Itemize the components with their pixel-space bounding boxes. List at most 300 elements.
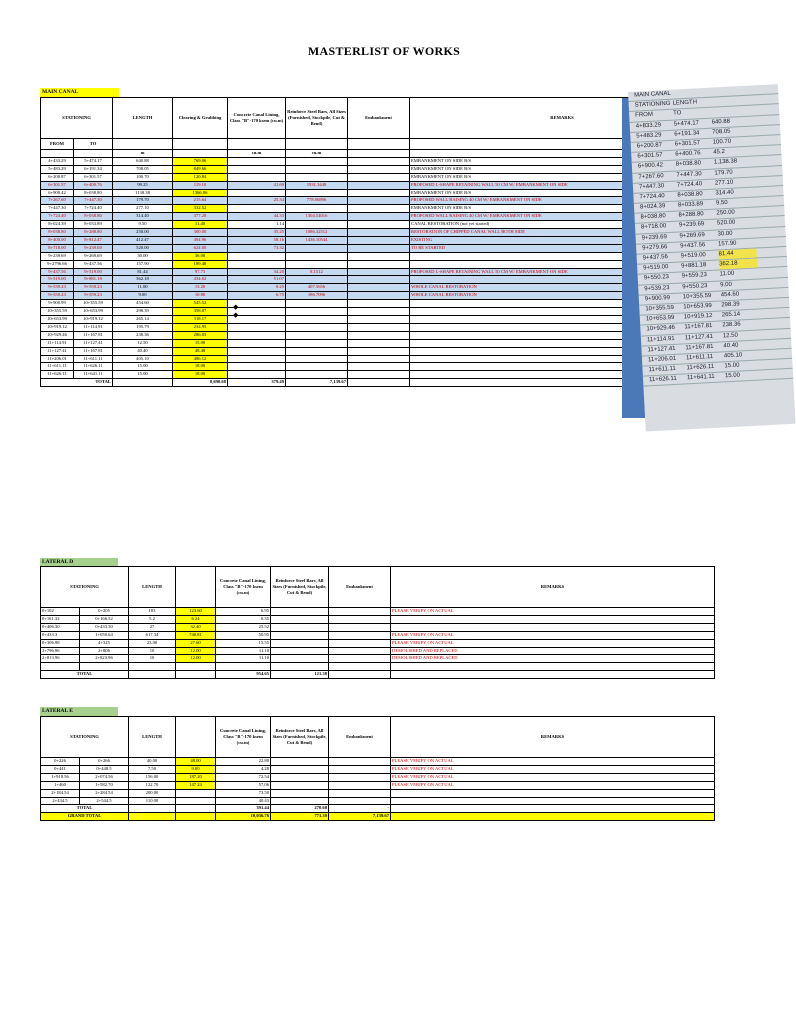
- station-to: 2+074.56: [80, 773, 129, 781]
- photo-cell: 5+474.17: [673, 119, 700, 128]
- table-row: [41, 371, 715, 379]
- total-concrete: 121.38: [271, 671, 329, 679]
- photo-cell: 10+653.99: [683, 302, 712, 311]
- length-value: 27: [129, 623, 176, 631]
- station-from: 7+724.40: [41, 213, 74, 221]
- remarks-value: PLEASE VERIFY ON ACTUAL: [391, 639, 715, 647]
- length-value: 640.88: [113, 157, 173, 165]
- remarks-value: WHOLE CANAL RESTORATION: [410, 292, 715, 300]
- station-from: 1+918.56: [41, 773, 80, 781]
- embankment-value: [348, 260, 410, 268]
- remarks-value: PLEASE VERIFY ON ACTUAL: [391, 608, 715, 616]
- table-row: [41, 229, 715, 237]
- station-from: 0+226: [41, 758, 80, 766]
- embankment-value: [348, 213, 410, 221]
- length-value: 100.70: [113, 173, 173, 181]
- embankment-value: [348, 181, 410, 189]
- photo-cell: 6+301.57: [674, 140, 701, 148]
- clearing-value: [176, 789, 216, 797]
- header-concrete: Concrete Canal Lining, Class "B"-170 ksem (cu.m): [216, 717, 271, 758]
- header-stationing: STATIONING: [41, 98, 113, 139]
- station-to: 0+433.30: [80, 623, 129, 631]
- concrete-value: 50.95: [216, 631, 271, 639]
- photo-cell: 520.00: [716, 220, 736, 227]
- concrete-value: [228, 323, 286, 331]
- station-to: 9+550.23: [74, 284, 113, 292]
- total-clearing: 954.65: [216, 671, 271, 679]
- concrete-value: [228, 363, 286, 371]
- main-canal-table: [40, 97, 715, 387]
- length-value: 238.36: [113, 331, 173, 339]
- length-value: 454.60: [113, 300, 173, 308]
- clearing-value: 18.00: [173, 371, 228, 379]
- station-to: 9+269.69: [74, 252, 113, 260]
- length-value: 362.18: [113, 276, 173, 284]
- length-value: 122.70: [129, 781, 176, 789]
- concrete-value: 58.16: [228, 236, 286, 244]
- station-to: 2+284.54: [80, 789, 129, 797]
- photo-cell: [672, 93, 710, 95]
- table-row: [41, 252, 715, 260]
- photo-cell: 7+724.40: [639, 193, 665, 201]
- photo-cell: 9+881.18: [681, 262, 707, 270]
- clearing-value: 120.84: [173, 173, 228, 181]
- concrete-value: [228, 173, 286, 181]
- photo-cell: 640.88: [711, 118, 731, 126]
- station-to: 7+447.30: [74, 197, 113, 205]
- embankment-value: [348, 331, 410, 339]
- photo-cell: 9+559.23: [681, 272, 708, 280]
- steel-value: [286, 221, 348, 229]
- photo-cell: 6+900.42: [637, 162, 664, 170]
- length-value: 617.34: [129, 631, 176, 639]
- remarks-value: PLEASE VERIFY ON ACTUAL: [391, 765, 715, 773]
- table-row: [41, 655, 715, 663]
- steel-value: 778.06896: [286, 197, 348, 205]
- station-from: 2+184.54: [41, 789, 80, 797]
- photo-cell: 11+114.91: [646, 335, 675, 343]
- header-concrete: Concrete Canal Lining, Class "B"-170 ksem (cu.m): [216, 567, 271, 608]
- length-value: 30.00: [113, 252, 173, 260]
- marker-icon: ◆: [233, 303, 239, 311]
- steel-value: [286, 323, 348, 331]
- station-from: 10+919.12: [41, 323, 74, 331]
- length-value: 99.25: [113, 181, 173, 189]
- clearing-value: 377.28: [173, 213, 228, 221]
- length-value: 265.14: [113, 316, 173, 324]
- remarks-value: PLEASE VERIFY ON ACTUAL: [391, 758, 715, 766]
- station-to: 9+559.23: [74, 292, 113, 300]
- embankment-value: [329, 655, 391, 663]
- remarks-value: PROPOSED WALL RAISING 40 CM W/ EMBANKMENT ON SIDE: [410, 197, 715, 205]
- embankment-value: [329, 631, 391, 639]
- header-remarks: REMARKS: [391, 567, 715, 608]
- photo-cell: 9+437.56: [642, 254, 669, 262]
- header-length: LENGTH: [113, 98, 173, 139]
- length-value: 298.39: [113, 308, 173, 316]
- grand-total-row: [41, 813, 715, 821]
- embankment-value: [348, 205, 410, 213]
- embankment-value: [348, 252, 410, 260]
- length-value: 12.50: [113, 339, 173, 347]
- steel-value: [286, 355, 348, 363]
- station-to: 0+205: [80, 608, 129, 616]
- photo-cell: 11+167.81: [684, 323, 713, 331]
- photo-cell: 8+718.00: [640, 223, 667, 231]
- concrete-value: 35.25: [228, 229, 286, 237]
- clearing-value: 36.00: [173, 252, 228, 260]
- steel-value: 1304.54016: [286, 213, 348, 221]
- table-row: [41, 639, 715, 647]
- length-value: 520.00: [113, 244, 173, 252]
- clearing-value: 10.80: [173, 292, 228, 300]
- station-from: 9+519.00: [41, 276, 74, 284]
- length-value: 9.50: [113, 221, 173, 229]
- photo-cell: 5+483.29: [636, 132, 662, 140]
- embankment-value: [348, 173, 410, 181]
- steel-value: [286, 252, 348, 260]
- table-row: [41, 292, 715, 300]
- table-row: [41, 197, 715, 205]
- remarks-value: EXISTING: [410, 236, 715, 244]
- station-from: 11+611.11: [41, 363, 74, 371]
- station-to: 11+626.11: [74, 363, 113, 371]
- table-row: [41, 276, 715, 284]
- steel-value: [271, 608, 329, 616]
- table-row: [41, 647, 715, 655]
- embankment-value: [329, 639, 391, 647]
- station-to: 11+127.41: [74, 339, 113, 347]
- embankment-value: [348, 339, 410, 347]
- photo-cell: 6+301.57: [637, 152, 663, 160]
- steel-value: [271, 797, 329, 805]
- embankment-value: [329, 623, 391, 631]
- table-row: [41, 189, 715, 197]
- station-to: 1+050.64: [80, 631, 129, 639]
- length-value: 23.00: [129, 639, 176, 647]
- station-from: 7+447.30: [41, 205, 74, 213]
- table-row: [41, 608, 715, 616]
- station-from: 0+441: [41, 765, 80, 773]
- photo-cell: 708.05: [712, 128, 731, 136]
- remarks-value: [391, 789, 715, 797]
- station-from: 10+653.99: [41, 316, 74, 324]
- remarks-value: EMBANKMENT ON SIDE B/S: [410, 189, 715, 197]
- embankment-value: [348, 221, 410, 229]
- station-from: 6+900.42: [41, 189, 74, 197]
- station-from: 0+306.98: [41, 639, 80, 647]
- clearing-value: 740.81: [176, 631, 216, 639]
- station-from: 0+433.3: [41, 631, 80, 639]
- station-to: 9+881.18: [74, 276, 113, 284]
- photo-cell: 11+626.11: [686, 363, 715, 372]
- embankment-value: [348, 268, 410, 276]
- steel-value: [286, 276, 348, 284]
- clearing-value: 486.12: [173, 355, 228, 363]
- remarks-value: CANAL RESTORATION (not yet started): [410, 221, 715, 229]
- station-from: 10+355.59: [41, 308, 74, 316]
- photo-cell: 250.00: [716, 209, 735, 217]
- clearing-value: 147.24: [176, 781, 216, 789]
- station-to: 7+724.40: [74, 205, 113, 213]
- clearing-value: 48.48: [173, 347, 228, 355]
- station-to: 5+474.17: [74, 157, 113, 165]
- table-row: [41, 308, 715, 316]
- length-value: 9.00: [113, 292, 173, 300]
- embankment-value: [329, 608, 391, 616]
- clearing-value: 215.64: [173, 197, 228, 205]
- station-to: 6+301.57: [74, 173, 113, 181]
- remarks-value: PLEASE VERIFY ON ACTUAL: [391, 631, 715, 639]
- length-value: 15.00: [113, 371, 173, 379]
- concrete-value: [228, 339, 286, 347]
- table-row: [41, 213, 715, 221]
- clearing-value: 9.00: [176, 765, 216, 773]
- embankment-value: [329, 773, 391, 781]
- concrete-value: [228, 157, 286, 165]
- table-row: [41, 631, 715, 639]
- station-from: 11+127.41: [41, 347, 74, 355]
- length-value: 179.70: [113, 197, 173, 205]
- total-embankment: 7,139.67: [286, 379, 348, 387]
- photo-cell: 11+167.81: [685, 343, 714, 352]
- concrete-value: 11.10: [216, 655, 271, 663]
- clearing-value: 234.95: [173, 323, 228, 331]
- clearing-value: 286.03: [173, 331, 228, 339]
- concrete-value: [228, 205, 286, 213]
- station-to: 8+038.80: [74, 213, 113, 221]
- table-row: [41, 781, 715, 789]
- steel-value: 1931.3448: [286, 181, 348, 189]
- photo-cell: FROM: [635, 112, 654, 120]
- photo-cell: 6+400.76: [675, 150, 701, 158]
- station-from: 0+102: [41, 608, 80, 616]
- photo-cell: 265.14: [721, 311, 741, 319]
- photo-cell: 9+519.00: [680, 252, 707, 260]
- station-from: 2+434.5: [41, 797, 80, 805]
- photo-cell: [711, 101, 749, 103]
- steel-value: [286, 189, 348, 197]
- length-value: 1138.38: [113, 189, 173, 197]
- photo-cell: 6+191.34: [674, 130, 700, 138]
- concrete-value: 15.55: [216, 639, 271, 647]
- concrete-value: 6.75: [228, 292, 286, 300]
- steel-value: [286, 300, 348, 308]
- embankment-value: [329, 647, 391, 655]
- photo-cell: 314.40: [715, 189, 734, 197]
- station-to: 0+448.5: [80, 765, 129, 773]
- station-from: 9+900.99: [41, 300, 74, 308]
- station-to: 8+812.47: [74, 236, 113, 244]
- table-row: [41, 363, 715, 371]
- concrete-value: [228, 189, 286, 197]
- steel-value: [271, 623, 329, 631]
- station-to: 10+919.12: [74, 316, 113, 324]
- photo-cell: LENGTH: [672, 99, 698, 107]
- length-value: 40.40: [113, 347, 173, 355]
- embankment-value: [348, 165, 410, 173]
- photo-cell: 9+279.66: [642, 243, 668, 252]
- concrete-value: 73.32: [228, 244, 286, 252]
- lateral-e-total-row: [41, 805, 715, 813]
- station-from: 9+239.69: [41, 252, 74, 260]
- table-row: [41, 316, 715, 324]
- embankment-value: [348, 363, 410, 371]
- photo-cell: 8+288.80: [678, 211, 704, 219]
- steel-value: [286, 165, 348, 173]
- concrete-value: 44.33: [228, 213, 286, 221]
- clearing-value: 849.66: [173, 165, 228, 173]
- photo-cell: 298.39: [721, 301, 740, 309]
- steel-value: 407.5656: [286, 284, 348, 292]
- concrete-value: 41.69: [228, 181, 286, 189]
- steel-value: [286, 339, 348, 347]
- embankment-value: [348, 347, 410, 355]
- table-row: [41, 758, 715, 766]
- concrete-value: [228, 260, 286, 268]
- clearing-value: 32.40: [176, 623, 216, 631]
- length-value: 110.00: [129, 797, 176, 805]
- photo-cell: 6+200.87: [636, 142, 663, 150]
- concrete-value: 25.34: [228, 197, 286, 205]
- concrete-value: 22.80: [216, 758, 271, 766]
- station-to: 0+266: [80, 758, 129, 766]
- steel-value: [271, 789, 329, 797]
- clearing-value: 97.73: [173, 268, 228, 276]
- photo-cell: 9.00: [720, 281, 733, 288]
- steel-value: 8.1512: [286, 268, 348, 276]
- photo-cell: 7+267.60: [638, 172, 664, 181]
- length-value: 200.00: [129, 789, 176, 797]
- photo-cell: 9+900.99: [644, 294, 671, 303]
- station-to: 0+166.52: [80, 615, 129, 623]
- station-from: 9+2796.66: [41, 260, 74, 268]
- clearing-value: 18.00: [173, 363, 228, 371]
- concrete-value: [228, 331, 286, 339]
- steel-value: [271, 655, 329, 663]
- steel-value: [286, 308, 348, 316]
- table-row: [41, 797, 715, 805]
- header-remarks: REMARKS: [391, 717, 715, 758]
- photo-cell: 10+653.99: [645, 315, 675, 323]
- table-row: [41, 300, 715, 308]
- station-to: 2+544.5: [80, 797, 129, 805]
- table-row: [41, 260, 715, 268]
- steel-value: 1086.32512: [286, 229, 348, 237]
- table-row: [41, 323, 715, 331]
- clearing-value: 123.60: [176, 608, 216, 616]
- photo-cell: 7+724.40: [676, 180, 703, 189]
- concrete-value: 57.06: [216, 781, 271, 789]
- total-concrete: 270.60: [271, 805, 329, 813]
- marker-icon: ◆: [233, 311, 239, 319]
- table-row: [41, 244, 715, 252]
- photo-cell: 7+447.30: [676, 170, 702, 179]
- station-from: 8+038.80: [41, 229, 74, 237]
- remarks-value: PLEASE VERIFY ON ACTUAL: [391, 773, 715, 781]
- photo-cell: 157.90: [717, 240, 737, 248]
- lateral-e-label: LATERAL E: [40, 707, 118, 716]
- header-from: FROM: [41, 139, 74, 150]
- total-concrete: 379.49: [228, 379, 286, 387]
- station-to: 2+806: [80, 647, 129, 655]
- length-value: 11.00: [113, 284, 173, 292]
- grand-total-label: GRAND TOTAL: [41, 813, 129, 821]
- station-from: 6+301.57: [41, 181, 74, 189]
- station-from: 0+161.32: [41, 615, 80, 623]
- header-steel: Reinforce Steel Bars, All Sizes (Furnished, Stockpile, Cut & Bend): [286, 98, 348, 139]
- header-clearing: Clearing & Grubbing: [173, 98, 228, 139]
- photo-cell: 9+269.69: [679, 231, 705, 240]
- steel-value: [286, 347, 348, 355]
- concrete-value: 40.43: [216, 797, 271, 805]
- page-title: MASTERLIST OF WORKS: [307, 44, 461, 58]
- table-row: [41, 623, 715, 631]
- remarks-value: [391, 615, 715, 623]
- station-from: 4+433.29: [41, 157, 74, 165]
- embankment-value: [348, 157, 410, 165]
- table-row: [41, 347, 715, 355]
- station-to: 11+641.11: [74, 371, 113, 379]
- length-value: 81.44: [113, 268, 173, 276]
- photo-cell: 405.10: [723, 352, 743, 360]
- photo-cell: 10+355.59: [645, 304, 675, 313]
- embankment-value: [348, 244, 410, 252]
- embankment-value: [348, 276, 410, 284]
- embankment-value: [348, 371, 410, 379]
- length-value: 7.50: [129, 765, 176, 773]
- header-concrete: Concrete Canal Lining, Class "B"-170 ksem (cu.m): [228, 98, 286, 139]
- clearing-value: 15.00: [173, 339, 228, 347]
- table-row: [41, 615, 715, 623]
- table-row: [41, 355, 715, 363]
- remarks-value: PROPOSED WALL RAISING 40 CM W/ EMBANKMENT ON SIDE: [410, 213, 715, 221]
- photo-image: [622, 90, 768, 418]
- steel-value: [286, 173, 348, 181]
- photo-cell: 11.00: [719, 271, 735, 278]
- photo-cell: STATIONING: [634, 100, 671, 109]
- photo-cell: 9+437.56: [679, 241, 706, 250]
- clearing-value: 1366.06: [173, 189, 228, 197]
- remarks-value: TO BE STARTED: [410, 244, 715, 252]
- embankment-value: [329, 765, 391, 773]
- table-row: [41, 339, 715, 347]
- steel-value: [271, 631, 329, 639]
- embankment-value: [329, 789, 391, 797]
- header-embankment: Embankment: [329, 567, 391, 608]
- photo-cell: 11+206.01: [647, 355, 677, 364]
- header-remarks: REMARKS: [410, 98, 715, 139]
- clearing-value: 769.06: [173, 157, 228, 165]
- photo-cell: 7+447.30: [638, 182, 665, 191]
- steel-value: [286, 363, 348, 371]
- total-clearing: 8,690.68: [173, 379, 228, 387]
- photo-cell: 362.18: [719, 259, 757, 270]
- photo-cell: 1,138.38: [713, 158, 738, 166]
- table-row: [41, 205, 715, 213]
- photo-cell: 10+919.12: [683, 313, 713, 321]
- station-from: 7+267.60: [41, 197, 74, 205]
- photo-cell: 11+641.11: [686, 374, 715, 382]
- total-clearing: 391.44: [216, 805, 271, 813]
- clearing-value: 624.00: [173, 244, 228, 252]
- station-from: 11+206.01: [41, 355, 74, 363]
- remarks-value: WHOLE CANAL RESTORATION: [410, 284, 715, 292]
- steel-value: [286, 316, 348, 324]
- photo-cell: 9+239.69: [678, 221, 705, 229]
- steel-value: [271, 639, 329, 647]
- header-stationing: STATIONING: [41, 567, 129, 608]
